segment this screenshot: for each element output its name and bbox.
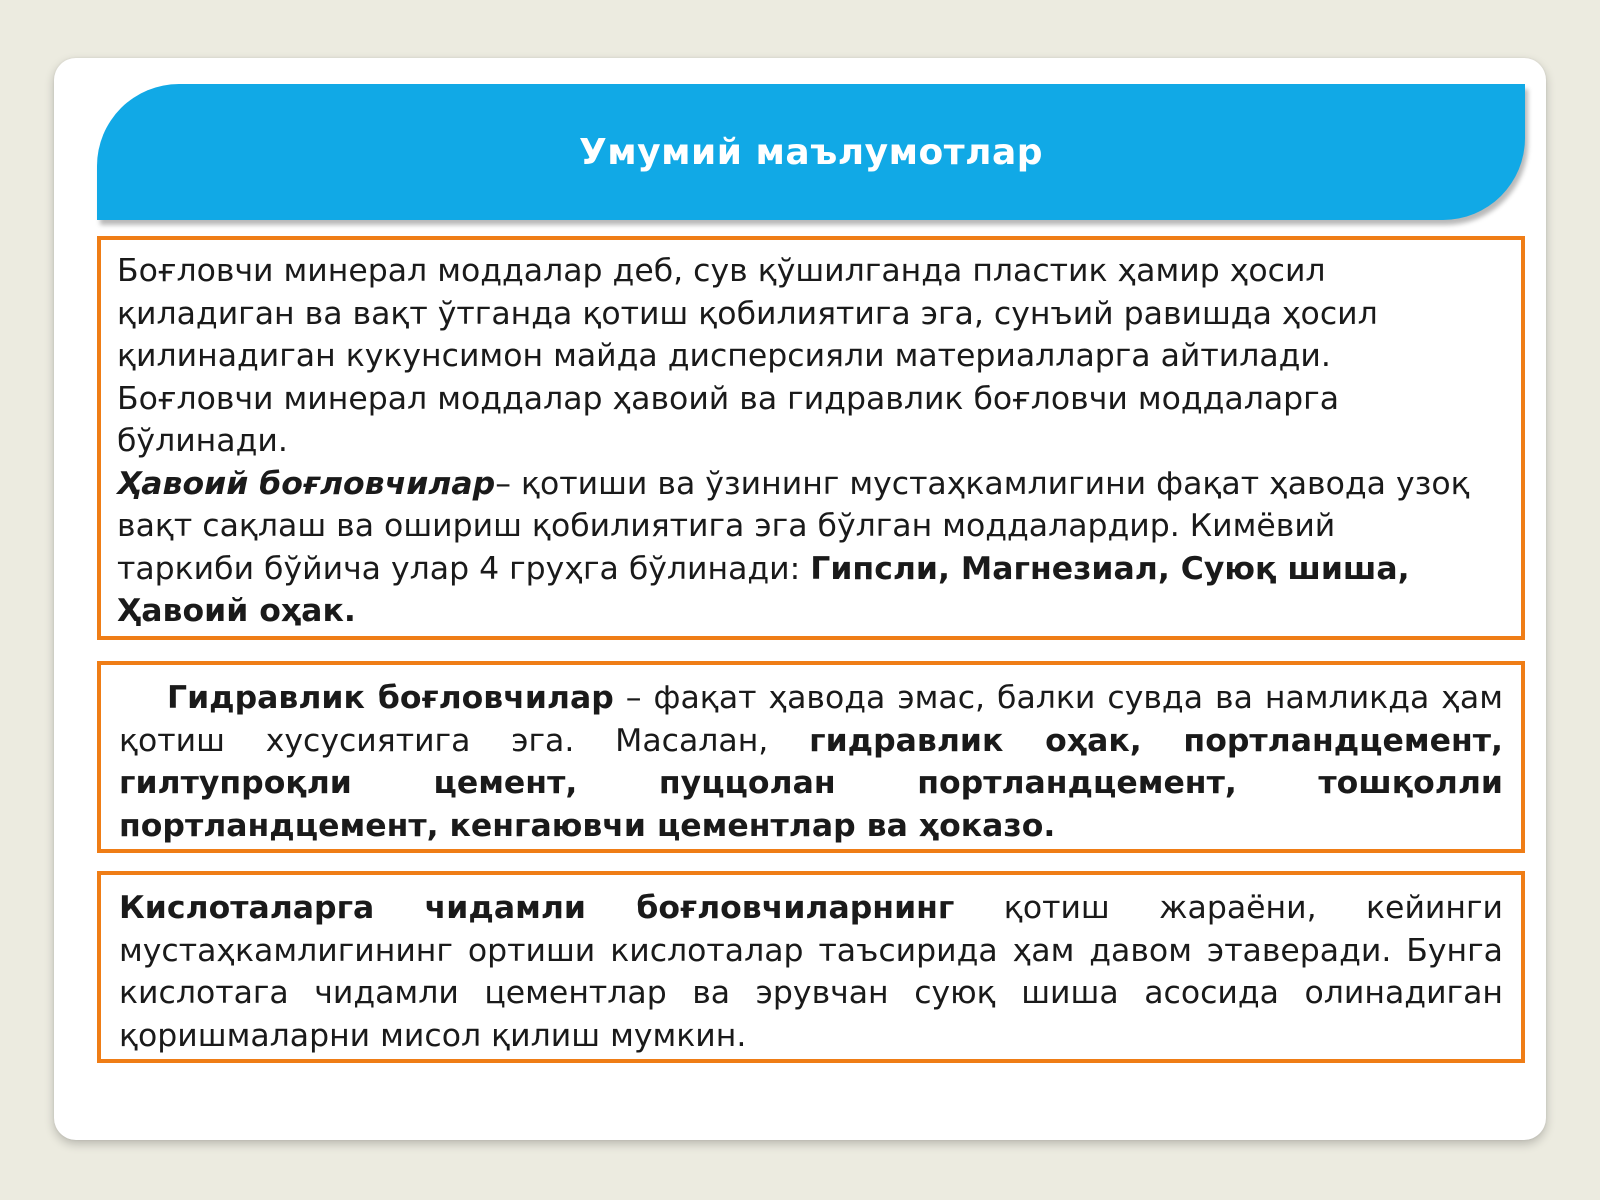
page-title: Умумий маълумотлар	[578, 131, 1044, 173]
hydraulic-binders-term: Гидравлик боғловчилар	[167, 680, 614, 716]
hydraulic-paragraph	[119, 677, 1503, 847]
definition-paragraph	[117, 250, 1505, 633]
acid-resistant-paragraph	[119, 887, 1503, 1057]
box1-line-9	[117, 590, 1505, 633]
acid-resistant-text: қотиш жараёни, кейинги мустаҳкамлигининг ортиши кислоталар таъсирида ҳам давом этаверади. Бунга кислотага чидамли цементлар ва эрувчан суюқ шиша асосида олинадиган қоришмаларни мисол қилиш мумкин.	[119, 890, 1503, 1054]
groups-list-end: Ҳавоий оҳак.	[117, 593, 356, 629]
hydraulic-binders-text: – фақат ҳавода эмас, балки сувда ва намликда ҳам қотиш хусусиятига эга. Масалан,	[119, 680, 1503, 759]
box1-line-7: вақт сақлаш ва ошириш қобилиятига эга бўлган моддалардир. Кимёвий	[117, 508, 1336, 544]
title-banner	[97, 84, 1525, 220]
groups-list: Гипсли, Магнезиал, Суюқ шиша,	[810, 550, 1410, 587]
box1-line-4: Боғловчи минерал моддалар ҳавоий ва гидравлик боғловчи моддаларга	[117, 380, 1340, 417]
acid-resistant-term: Кислоталарга чидамли боғловчиларнинг	[119, 890, 955, 926]
hydraulic-examples-list: гидравлик оҳак, портландцемент, гилтупроқли цемент, пуццолан портландцемент, тошқолли портландцемент, кенгаювчи цементлар ва ҳоказо.	[119, 722, 1503, 844]
box1-line-5: бўлинади.	[117, 423, 288, 459]
box1-line-8	[117, 548, 1505, 591]
box1-line-3: қилинадиган кукунсимон майда дисперсияли материалларга айтилади.	[117, 338, 1331, 374]
air-binders-term: Ҳавоий боғловчилар	[117, 465, 496, 502]
hydraulic-binders-box	[97, 661, 1525, 853]
acid-resistant-box	[97, 871, 1525, 1063]
box1-line-1: Боғловчи минерал моддалар деб, сув қўшилганда пластик ҳамир ҳосил	[117, 253, 1326, 289]
box1-line-2: қиладиган ва вақт ўтганда қотиш қобилиятига эга, сунъий равишда ҳосил	[117, 295, 1378, 332]
definition-box	[97, 236, 1525, 640]
air-binders-definition: – қотиши ва ўзининг мустаҳкамлигини фақат ҳавода узоқ	[495, 465, 1470, 502]
groups-intro: таркиби бўйича улар 4 груҳга бўлинади:	[117, 550, 811, 587]
box1-line-6	[117, 463, 1505, 506]
